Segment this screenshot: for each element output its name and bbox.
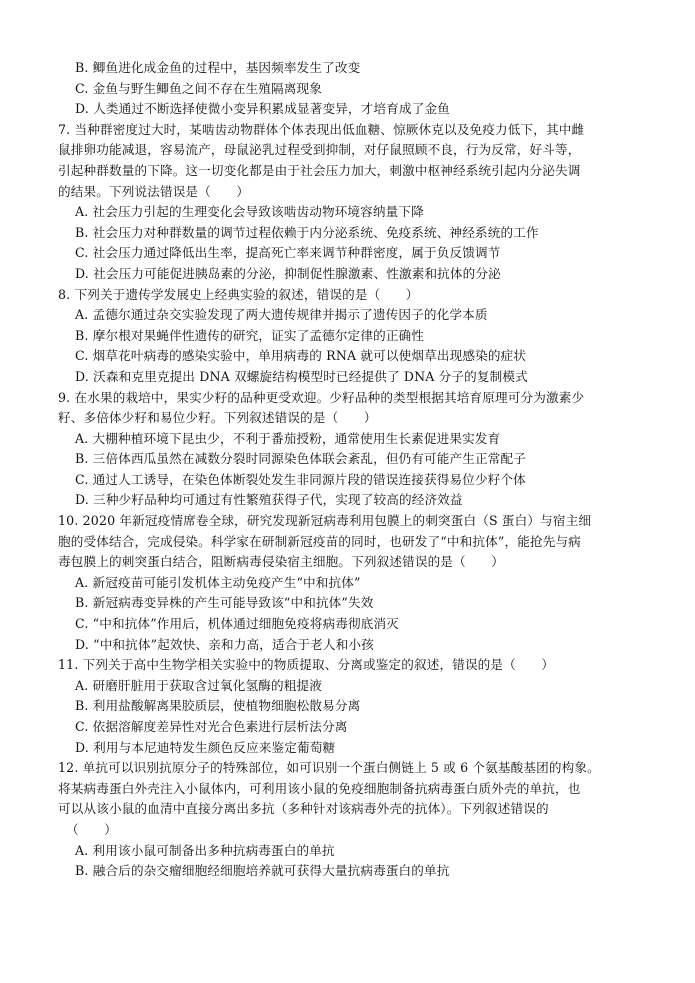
question-12-stem-cont: 可以从该小鼠的血清中直接分离出多抗（多种针对该病毒外壳的抗体）。下列叙述错误的 [58, 801, 549, 817]
option-11c: C. 依据溶解度差异性对光合色素进行层析法分离 [75, 719, 348, 734]
question-10-stem-cont: 胞的受体结合，完成侵染。科学家在研制新冠疫苗的同时，也研发了“中和抗体”，能抢先与病 [58, 533, 581, 549]
option-11d: D. 利用与本尼迪特发生颜色反应来鉴定葡萄糖 [75, 739, 336, 755]
question-7-stem: 7. 当种群密度过大时，某啮齿动物群体个体表现出低血糖、惊厥休克以及免疫力低下，其中雌 [58, 121, 585, 137]
option-6b: B. 鲫鱼进化成金鱼的过程中，基因频率发生了改变 [75, 60, 361, 75]
option-11a: A. 研磨肝脏用于获取含过氧化氢酶的粗提液 [75, 677, 322, 693]
option-6c: C. 金鱼与野生鲫鱼之间不存在生殖隔离现象 [75, 80, 323, 96]
option-7d: D. 社会压力可能促进胰岛素的分泌，抑制促性腺激素、性激素和抗体的分泌 [75, 265, 501, 281]
question-12-stem-cont: 将某病毒蛋白外壳注入小鼠体内，可利用该小鼠的免疫细胞制备抗病毒蛋白质外壳的单抗，也 [58, 780, 581, 796]
option-6d: D. 人类通过不断选择使微小变异积累成显著变异，才培育成了金鱼 [75, 101, 450, 117]
question-10-stem: 10. 2020 年新冠疫情席卷全球，研究发现新冠病毒利用包膜上的刺突蛋白（S 蛋白）与宿主细 [58, 513, 592, 529]
question-7-stem-cont: 的结果。下列说法错误是（ ） [58, 183, 250, 199]
option-7a: A. 社会压力引起的生理变化会导致该啮齿动物环境容纳量下降 [75, 204, 424, 220]
option-8b: B. 摩尔根对果蝇伴性遗传的研究，证实了孟德尔定律的正确性 [75, 327, 425, 343]
question-9-stem-cont: 籽、多倍体少籽和易位少籽。下列叙述错误的是（ ） [58, 410, 377, 426]
option-10b: B. 新冠病毒变异株的产生可能导致该“中和抗体”失效 [75, 595, 374, 611]
question-8-stem: 8. 下列关于遗传学发展史上经典实验的叙述，错误的是（ ） [58, 286, 419, 302]
option-8c: C. 烟草花叶病毒的感染实验中，单用病毒的 RNA 就可以使烟草出现感染的症状 [75, 348, 527, 364]
option-10d: D. “中和抗体”起效快、亲和力高，适合于老人和小孩 [75, 636, 374, 652]
option-9c: C. 通过人工诱导，在染色体断裂处发生非同源片段的错误连接获得易位少籽个体 [75, 471, 526, 487]
question-9-stem: 9. 在水果的栽培中，果实少籽的品种更受欢迎。少籽品种的类型根据其培育原理可分为激素少 [58, 389, 585, 405]
option-10c: C. “中和抗体”作用后，机体通过细胞免疫将病毒彻底消灭 [75, 616, 399, 632]
option-8d: D. 沃森和克里克提出 DNA 双螺旋结构模型时已经提供了 DNA 分子的复制模式 [75, 368, 528, 384]
option-9d: D. 三种少籽品种均可通过有性繁殖获得子代，实现了较高的经济效益 [75, 492, 463, 508]
question-7-stem-cont: 鼠排卵功能减退，容易流产，母鼠泌乳过程受到抑制，对仔鼠照顾不良，行为反常，好斗等， [58, 142, 581, 158]
question-10-stem-cont: 毒包膜上的刺突蛋白结合，阻断病毒侵染宿主细胞。下列叙述错误的是（ ） [58, 554, 505, 570]
question-7-stem-cont: 引起种群数量的下降。这一切变化都是由于社会压力加大，刺激中枢神经系统引起内分泌失调 [58, 162, 581, 178]
option-9b: B. 三倍体西瓜虽然在减数分裂时同源染色体联会紊乱，但仍有可能产生正常配子 [75, 451, 526, 467]
option-7b: B. 社会压力对种群数量的调节过程依赖于内分泌系统、免疫系统、神经系统的工作 [75, 224, 539, 240]
option-9a: A. 大棚种植环境下昆虫少，不利于番茄授粉，通常使用生长素促进果实发育 [75, 430, 501, 446]
option-12a: A. 利用该小鼠可制备出多种抗病毒蛋白的单抗 [75, 842, 335, 858]
option-8a: A. 孟德尔通过杂交实验发现了两大遗传规律并揭示了遗传因子的化学本质 [75, 307, 488, 323]
option-11b: B. 利用盐酸解离果胶质层，使植物细胞松散易分离 [75, 698, 361, 714]
answer-paren: （ ） [66, 821, 117, 837]
question-12-stem: 12. 单抗可以识别抗原分子的特殊部位，如可识别一个蛋白侧链上 5 或 6 个氨基酸基团的构象。 [58, 760, 600, 776]
option-10a: A. 新冠疫苗可能引发机体主动免疫产生“中和抗体” [75, 574, 361, 590]
option-7c: C. 社会压力通过降低出生率，提高死亡率来调节种群密度，属于负反馈调节 [75, 245, 501, 261]
option-12b: B. 融合后的杂交瘤细胞经细胞培养就可获得大量抗病毒蛋白的单抗 [75, 863, 450, 879]
question-11-stem: 11. 下列关于高中生物学相关实验中的物质提取、分离或鉴定的叙述，错误的是（ ） [58, 657, 555, 673]
